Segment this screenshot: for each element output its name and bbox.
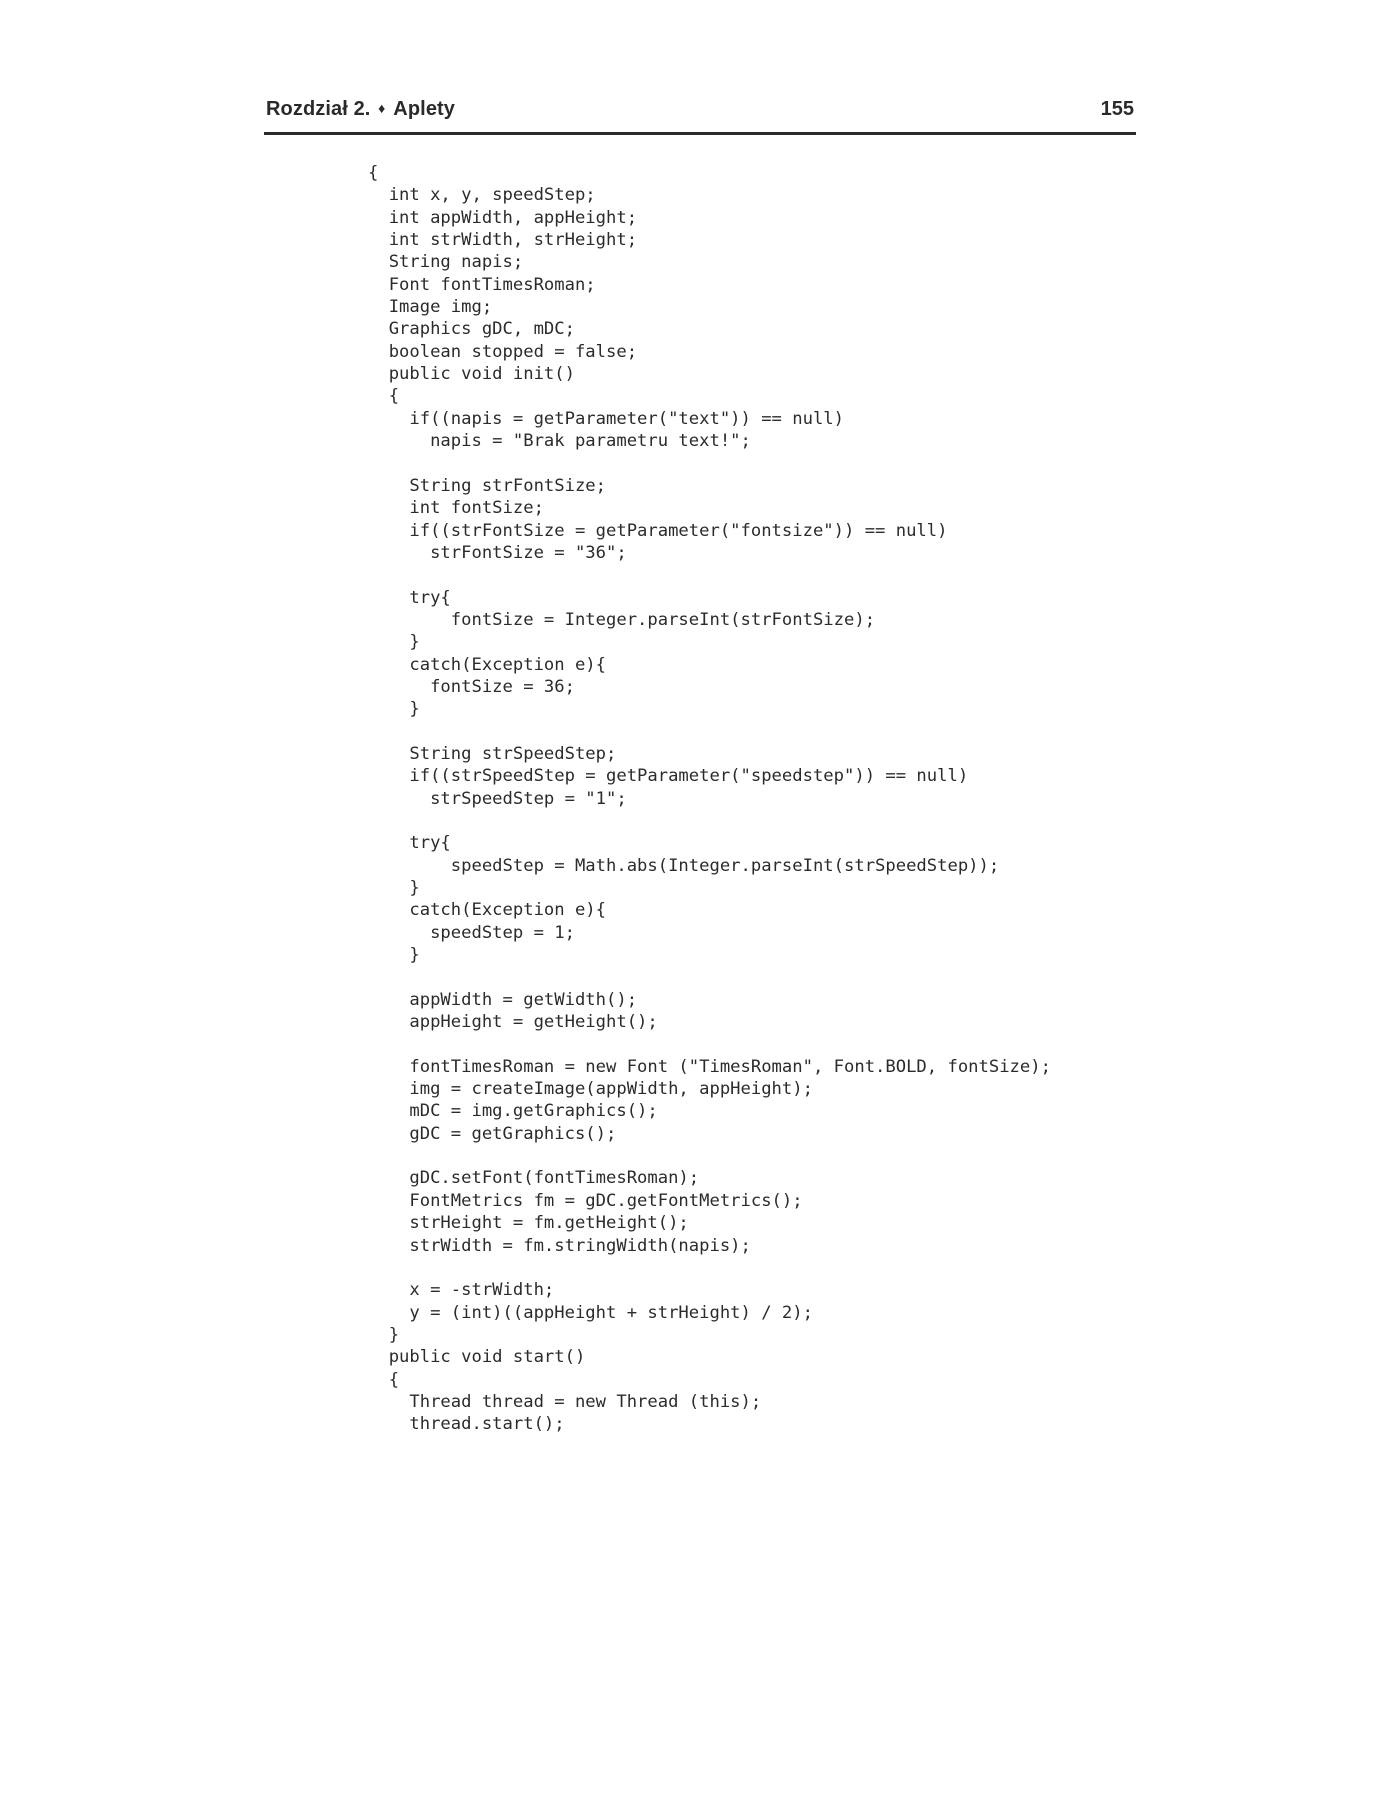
code-line [368, 1033, 1128, 1055]
code-line: speedStep = Math.abs(Integer.parseInt(strSpeedStep)); [368, 855, 1000, 876]
code-line: img = createImage(appWidth, appHeight); [368, 1079, 813, 1100]
code-line: Font fontTimesRoman; [368, 274, 596, 295]
code-line: int x, y, speedStep; [368, 185, 596, 206]
code-line: String strFontSize; [368, 475, 606, 496]
code-line: int fontSize; [368, 498, 544, 519]
code-line [368, 1257, 1128, 1279]
code-line: catch(Exception e){ [368, 654, 606, 675]
code-line: strSpeedStep = "1"; [368, 788, 627, 809]
diamond-icon: ♦ [378, 100, 386, 116]
code-line: String napis; [368, 252, 524, 273]
code-line: if((strSpeedStep = getParameter("speedstep")) == null) [368, 766, 969, 787]
code-line: int strWidth, strHeight; [368, 230, 638, 251]
code-line: fontTimesRoman = new Font ("TimesRoman", Font.BOLD, fontSize); [368, 1056, 1051, 1077]
code-line: { [368, 163, 379, 183]
page-header [264, 96, 1136, 135]
code-line: public void init() [368, 364, 575, 385]
code-line: napis = "Brak parametru text!"; [368, 431, 751, 452]
code-line [368, 721, 1128, 743]
code-line: appHeight = getHeight(); [368, 1012, 658, 1033]
code-line: } [368, 632, 420, 653]
code-line: } [368, 699, 420, 720]
code-line: y = (int)((appHeight + strHeight) / 2); [368, 1302, 813, 1323]
code-line: Graphics gDC, mDC; [368, 319, 575, 340]
code-line: fontSize = Integer.parseInt(strFontSize); [368, 609, 876, 630]
code-line: } [368, 945, 420, 966]
code-line: strHeight = fm.getHeight(); [368, 1213, 689, 1234]
code-line: catch(Exception e){ [368, 900, 606, 921]
page-number: 155 [1100, 98, 1134, 120]
chapter-label: Rozdział 2. [266, 98, 371, 120]
code-line: gDC = getGraphics(); [368, 1123, 617, 1144]
code-line: { [368, 1369, 400, 1390]
code-line [368, 810, 1128, 832]
code-line [368, 966, 1128, 988]
code-line [368, 564, 1128, 586]
code-line: try{ [368, 833, 451, 854]
code-line: String strSpeedStep; [368, 743, 617, 764]
code-line: } [368, 878, 420, 898]
code-line: try{ [368, 587, 451, 608]
code-line: strWidth = fm.stringWidth(napis); [368, 1235, 751, 1256]
code-line: Image img; [368, 297, 493, 318]
code-line: Thread thread = new Thread (this); [368, 1391, 762, 1412]
code-line: gDC.setFont(fontTimesRoman); [368, 1168, 700, 1189]
running-head [266, 98, 455, 121]
code-listing [368, 162, 1128, 1436]
code-line: int appWidth, appHeight; [368, 207, 638, 228]
code-line: FontMetrics fm = gDC.getFontMetrics(); [368, 1190, 803, 1211]
code-line: strFontSize = "36"; [368, 542, 627, 563]
code-line: } [368, 1324, 400, 1345]
code-line: x = -strWidth; [368, 1280, 555, 1301]
code-line: thread.start(); [368, 1414, 565, 1435]
code-line: appWidth = getWidth(); [368, 989, 638, 1010]
code-line: if((napis = getParameter("text")) == null) [368, 408, 844, 429]
code-line: if((strFontSize = getParameter("fontsize")) == null) [368, 520, 948, 541]
code-line: boolean stopped = false; [368, 341, 638, 362]
code-line: { [368, 386, 400, 407]
code-line: public void start() [368, 1347, 586, 1368]
code-line [368, 452, 1128, 474]
section-title: Aplety [393, 98, 456, 120]
code-line: fontSize = 36; [368, 676, 575, 697]
code-line: mDC = img.getGraphics(); [368, 1101, 658, 1122]
code-line: speedStep = 1; [368, 922, 575, 943]
code-line [368, 1145, 1128, 1167]
